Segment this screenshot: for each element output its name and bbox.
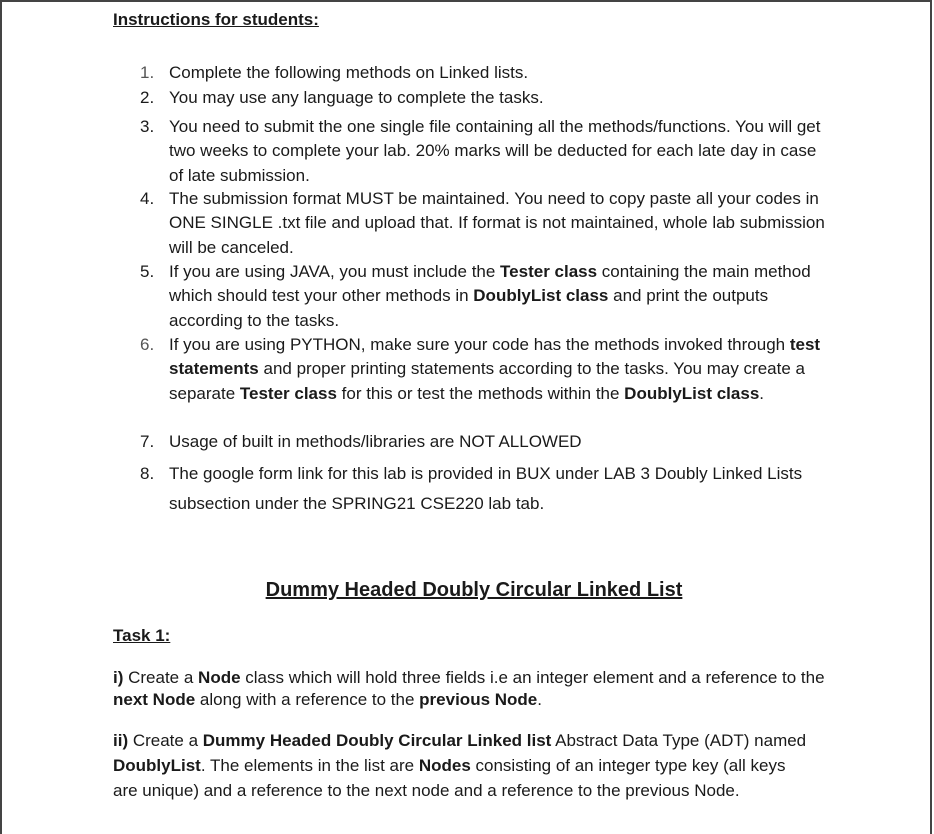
item-text: You need to submit the one single file containing all the methods/functions. You will get two weeks to complete your lab. 20% marks will be deducted for each late day in case of late submission.: [169, 117, 821, 185]
bold-run: Tester class: [239, 383, 337, 403]
text-run: Abstract Data Type (ADT) named: [551, 731, 807, 750]
item-number: 7.: [140, 432, 155, 451]
item-number: 4.: [140, 189, 155, 208]
item-text: Complete the following methods on Linked lists.: [169, 63, 529, 82]
bold-run: Tester class: [500, 262, 598, 281]
text-run: . The elements in the list are: [200, 755, 419, 775]
text-run: and print the outputs according to the tasks.: [169, 286, 769, 330]
item-text: The submission format MUST be maintained. You need to copy paste all your codes in ONE SINGLE .txt file and upload that. If format is not maintained, whole lab submission will be canceled.: [169, 189, 825, 257]
text-run: .: [537, 690, 542, 709]
text-run: and proper printing statements according to the tasks. You may create a separate: [169, 359, 805, 403]
text-run: If you are using JAVA, you must include the: [169, 262, 501, 281]
item-text: [169, 260, 829, 333]
item-number: 5.: [140, 262, 155, 281]
item-number: 8.: [140, 464, 155, 483]
text-run: Create a: [128, 731, 203, 750]
bold-run: Dummy Headed Doubly Circular Linked list: [202, 731, 552, 750]
bold-run: next Node: [113, 690, 196, 709]
text-run: .: [759, 383, 765, 403]
bold-run: Nodes: [418, 755, 471, 775]
item-text: [169, 333, 829, 406]
text-run: class which will hold three fields i.e an integer element and a reference to the: [240, 668, 825, 687]
task-heading: Task 1:: [113, 626, 171, 645]
text-run: along with a reference to the: [195, 690, 420, 709]
task-paragraph-i: [113, 667, 833, 711]
text-run: Create a: [123, 668, 199, 687]
bold-run: DoublyList class: [473, 286, 609, 306]
bold-run: ii): [113, 731, 129, 750]
section-title: Dummy Headed Doubly Circular Linked List: [265, 579, 683, 601]
item-number: 6.: [140, 335, 155, 354]
item-number: 1.: [140, 63, 155, 82]
item-number: 3.: [140, 117, 155, 136]
item-text: You may use any language to complete the tasks.: [169, 88, 544, 107]
item-text: Usage of built in methods/libraries are NOT ALLOWED: [169, 432, 582, 451]
bold-run: test statements: [169, 335, 821, 379]
instructions-heading: Instructions for students:: [113, 10, 319, 29]
bold-run: DoublyList: [113, 755, 201, 775]
bold-run: i): [113, 668, 124, 687]
bold-run: Node: [198, 668, 241, 687]
text-run: for this or test the methods within the: [336, 383, 625, 403]
bold-run: previous Node: [419, 690, 538, 709]
item-number: 2.: [140, 88, 155, 107]
task-paragraph-ii: [113, 729, 813, 803]
text-run: If you are using PYTHON, make sure your code has the methods invoked through: [169, 335, 790, 354]
text-run: consisting of an integer type key (all keys are unique) and a reference to the next node and a reference to the previous Node.: [113, 755, 786, 800]
bold-run: DoublyList class: [624, 383, 760, 403]
text-run: containing the main method which should test your other methods in: [169, 262, 811, 306]
item-text: The google form link for this lab is provided in BUX under LAB 3 Doubly Linked Lists subsection under the SPRING21 CSE220 lab tab.: [169, 464, 803, 513]
